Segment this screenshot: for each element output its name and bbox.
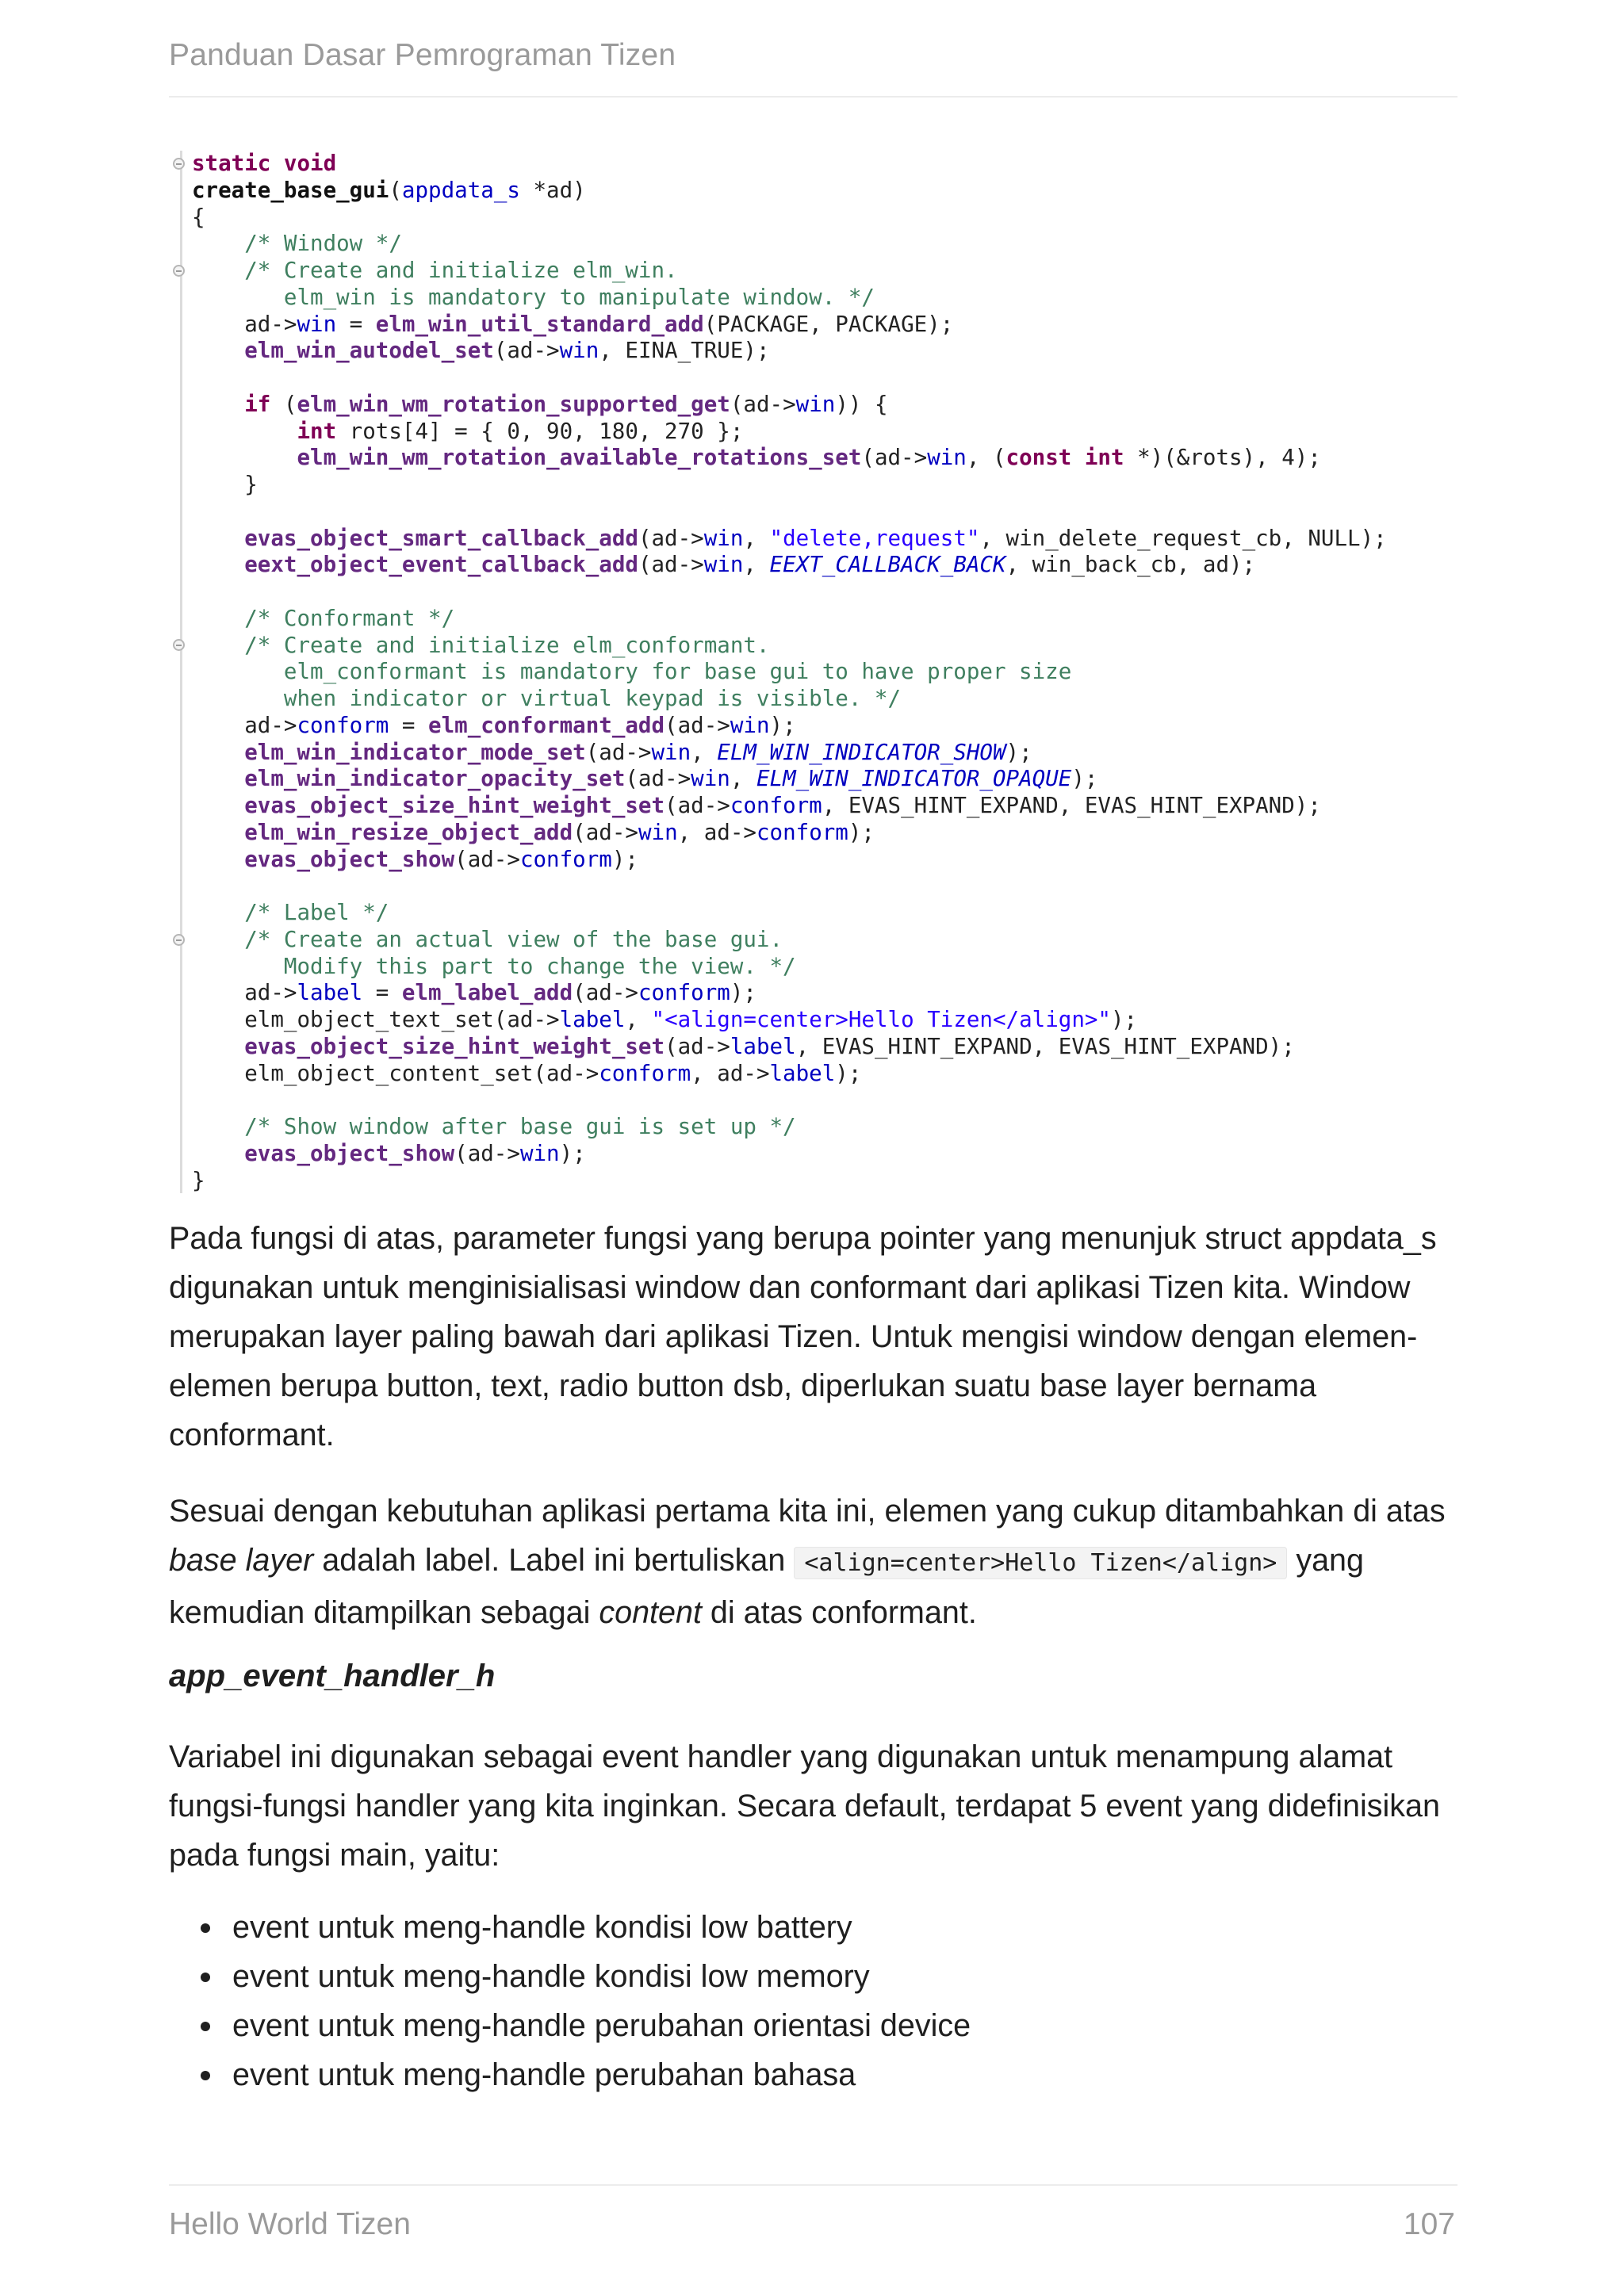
code-token: int: [297, 418, 337, 444]
code-line: [192, 820, 1387, 847]
code-line: [192, 151, 1387, 178]
code-token: conform: [730, 793, 822, 818]
code-token: rots[4] = { 0, 90, 180, 270 };: [336, 418, 744, 444]
code-line: [192, 552, 1387, 579]
code-token: [192, 847, 244, 872]
code-line: [192, 579, 1387, 606]
code-line: [192, 1114, 1387, 1141]
code-token: );: [559, 1140, 586, 1166]
code-token: label: [730, 1033, 796, 1059]
code-token: elm_conformant is mandatory for base gui to have proper size: [192, 659, 1072, 685]
code-token: );: [769, 712, 796, 738]
list-item: [169, 1952, 971, 2001]
code-token: (PACKAGE, PACKAGE);: [703, 311, 954, 337]
list-item-text: event untuk meng-handle perubahan bahasa: [232, 2057, 856, 2092]
code-line: [192, 258, 1387, 285]
code-token: if: [244, 391, 271, 417]
code-token: appdata_s: [401, 177, 520, 203]
code-token: create_base_gui: [192, 177, 389, 203]
paragraph-2-text: Sesuai dengan kebutuhan aplikasi pertama kita ini, elemen yang cukup ditambahkan di atas: [169, 1494, 1446, 1529]
code-token: ELM_WIN_INDICATOR_OPAQUE: [756, 766, 1072, 792]
code-token: /* Window */: [244, 231, 402, 257]
code-line: [192, 766, 1387, 793]
code-token: );: [835, 1060, 862, 1086]
paragraph-2-text: di atas conformant.: [701, 1595, 977, 1630]
code-token: );: [730, 980, 756, 1006]
code-token: /* Label */: [244, 900, 389, 925]
code-line: [192, 1061, 1387, 1088]
code-token: , (: [966, 445, 1006, 471]
code-line: [192, 713, 1387, 740]
code-token: conform: [519, 846, 612, 872]
code-token: =: [389, 712, 429, 738]
list-item-text: event untuk meng-handle perubahan orientasi device: [232, 2008, 971, 2043]
code-token: elm_win_wm_rotation_supported_get: [297, 391, 730, 417]
code-token: [192, 900, 244, 925]
paragraph-1: Pada fungsi di atas, parameter fungsi yang berupa pointer yang menunjuk struct appdata_s digunakan untuk menginisialisasi window dan conformant dari aplikasi Tizen kita. Window merupakan layer paling bawah dari aplikasi Tizen. Untuk mengisi window dengan elemen-elemen berupa button, text, radio button dsb, diperlukan suatu base layer bernama conformant.: [169, 1221, 1437, 1452]
list-item-text: event untuk meng-handle kondisi low battery: [232, 1910, 852, 1945]
code-token: [192, 766, 244, 791]
code-token: win: [703, 525, 744, 551]
code-token: , EVAS_HINT_EXPAND, EVAS_HINT_EXPAND);: [822, 793, 1321, 818]
code-line: [192, 980, 1387, 1007]
running-header: Panduan Dasar Pemrograman Tizen: [169, 38, 676, 72]
code-token: evas_object_size_hint_weight_set: [244, 1033, 665, 1059]
code-token: win: [730, 712, 770, 738]
code-token: (ad->: [665, 712, 730, 738]
code-token: ad->: [192, 712, 297, 738]
code-token: EEXT_CALLBACK_BACK: [769, 552, 1006, 578]
code-token: ad->: [192, 980, 297, 1006]
code-token: [192, 793, 244, 818]
code-token: (ad->: [665, 793, 730, 818]
fold-marker-icon: [173, 265, 185, 277]
code-token: , win_back_cb, ad);: [1005, 552, 1256, 578]
bullet-icon: [201, 1973, 210, 1982]
paragraph-2: [169, 1487, 1457, 1637]
bullet-icon: [201, 1923, 210, 1933]
code-token: [192, 338, 244, 363]
bullet-icon: [201, 2071, 210, 2080]
code-token: )) {: [835, 391, 888, 417]
code-line: [192, 392, 1387, 419]
code-line: [192, 1034, 1387, 1061]
code-token: evas_object_show: [244, 846, 455, 872]
code-token: elm_label_add: [401, 980, 573, 1006]
paragraph-2-text: yang kemudian ditampilkan sebagai: [169, 1543, 1364, 1630]
code-lines: [192, 151, 1387, 1194]
code-token: conform: [297, 712, 389, 738]
code-token: /* Create and initialize elm_conformant.: [244, 632, 770, 658]
code-line: [192, 1141, 1387, 1168]
code-token: *)(&rots), 4);: [1124, 445, 1321, 471]
code-token: {: [192, 204, 205, 230]
code-token: evas_object_size_hint_weight_set: [244, 793, 665, 818]
code-token: =: [336, 311, 376, 337]
code-line: [192, 927, 1387, 954]
code-token: }: [192, 1167, 205, 1193]
emphasis-content: content: [599, 1595, 702, 1630]
code-token: /* Show window after base gui is set up */: [244, 1114, 796, 1139]
code-token: (ad->: [638, 525, 704, 551]
code-token: "delete,request": [769, 525, 980, 551]
code-token: conform: [638, 980, 730, 1006]
section-subheading: app_event_handler_h: [169, 1659, 496, 1693]
code-token: when indicator or virtual keypad is visible. */: [192, 686, 902, 711]
code-token: (ad->: [585, 739, 652, 765]
code-line: [192, 338, 1387, 365]
code-token: ELM_WIN_INDICATOR_SHOW: [717, 739, 1006, 765]
code-token: conform: [756, 819, 848, 845]
code-token: , ad->: [677, 819, 756, 845]
fold-marker-icon: [173, 639, 185, 651]
code-token: (ad->: [730, 391, 796, 417]
code-token: ,: [691, 739, 718, 765]
code-token: (ad->: [493, 338, 560, 364]
code-token: conform: [599, 1060, 691, 1086]
code-token: evas_object_smart_callback_add: [244, 525, 638, 551]
code-line: [192, 740, 1387, 767]
code-token: [192, 1141, 244, 1166]
header-divider: [169, 96, 1457, 98]
code-line: [192, 526, 1387, 553]
code-token: [192, 633, 244, 658]
code-token: win: [559, 338, 599, 364]
code-token: elm_win_util_standard_add: [375, 311, 704, 337]
footer-title: Hello World Tizen: [169, 2207, 411, 2241]
code-token: );: [1071, 766, 1098, 792]
code-token: elm_win_autodel_set: [244, 338, 494, 364]
code-line: [192, 1007, 1387, 1034]
code-token: [192, 552, 244, 577]
code-token: const int: [1005, 445, 1124, 471]
code-token: (ad->: [638, 552, 704, 578]
code-token: [192, 606, 244, 631]
code-token: [192, 258, 244, 283]
code-token: win: [795, 391, 836, 417]
code-token: );: [1005, 739, 1032, 765]
code-token: win: [519, 1140, 560, 1166]
code-token: win: [638, 819, 678, 845]
code-gutter: [180, 151, 182, 1193]
list-item: [169, 2001, 971, 2050]
code-token: /* Create and initialize elm_win.: [244, 258, 678, 283]
code-token: elm_win_indicator_mode_set: [244, 739, 586, 765]
code-token: );: [848, 819, 875, 845]
emphasis-base-layer: base layer: [169, 1543, 314, 1578]
code-line: [192, 847, 1387, 874]
code-token: [192, 740, 244, 765]
code-token: [192, 231, 244, 256]
code-token: );: [1111, 1007, 1138, 1032]
code-token: }: [192, 472, 258, 497]
code-token: /* Conformant */: [244, 605, 455, 631]
code-line: [192, 178, 1387, 205]
code-line: [192, 312, 1387, 339]
code-token: (ad->: [861, 445, 928, 471]
fold-marker-icon: [173, 158, 185, 170]
code-token: elm_win_wm_rotation_available_rotations_set: [297, 445, 862, 471]
code-token: [192, 392, 244, 417]
code-token: eext_object_event_callback_add: [244, 552, 638, 578]
inline-code: <align=center>Hello Tizen</align>: [794, 1547, 1287, 1579]
code-token: ,: [730, 766, 756, 792]
code-token: elm_conformant_add: [428, 712, 665, 738]
code-token: elm_win_resize_object_add: [244, 819, 573, 845]
footer-divider: [169, 2184, 1457, 2186]
code-token: "<align=center>Hello Tizen</align>": [651, 1007, 1111, 1032]
code-line: [192, 285, 1387, 312]
code-token: [192, 1114, 244, 1139]
paragraph-2-text: adalah label. Label ini bertuliskan: [313, 1543, 795, 1578]
code-screenshot: [167, 151, 1467, 1205]
code-token: (ad->: [625, 766, 691, 792]
event-list: [169, 1903, 971, 2099]
code-token: ,: [743, 525, 770, 551]
code-line: [192, 1087, 1387, 1114]
paragraph-3: Variabel ini digunakan sebagai event handler yang digunakan untuk menampung alamat fungsi-fungsi handler yang kita inginkan. Secara default, terdapat 5 event yang didefinisikan pada fungsi main, yaitu:: [169, 1739, 1440, 1873]
code-token: (ad->: [454, 1140, 520, 1166]
code-token: (: [270, 391, 297, 417]
code-token: label: [559, 1007, 626, 1032]
code-line: [192, 231, 1387, 258]
code-token: [192, 820, 244, 845]
list-item-text: event untuk meng-handle kondisi low memory: [232, 1959, 870, 1994]
code-token: elm_win is mandatory to manipulate window. */: [192, 284, 875, 310]
code-token: win: [297, 311, 337, 337]
code-token: /* Create an actual view of the base gui.: [244, 926, 783, 952]
code-token: (: [389, 177, 402, 203]
code-line: [192, 659, 1387, 686]
code-line: [192, 419, 1387, 446]
code-line: [192, 499, 1387, 526]
code-token: evas_object_show: [244, 1140, 455, 1166]
code-line: [192, 633, 1387, 660]
code-token: (ad->: [665, 1033, 730, 1059]
code-line: [192, 954, 1387, 981]
bullet-icon: [201, 2022, 210, 2031]
code-token: elm_win_indicator_opacity_set: [244, 766, 626, 792]
code-token: elm_object_text_set(ad->: [192, 1007, 560, 1032]
list-item: [169, 1903, 971, 1952]
list-item: [169, 2050, 971, 2099]
code-token: , EINA_TRUE);: [599, 338, 770, 364]
code-token: win: [927, 445, 967, 471]
code-token: [192, 927, 244, 952]
page-number: 107: [1403, 2207, 1455, 2241]
code-line: [192, 793, 1387, 820]
code-token: win: [651, 739, 691, 765]
code-token: elm_object_content_set(ad->: [192, 1060, 599, 1086]
code-token: label: [297, 980, 363, 1006]
code-line: [192, 606, 1387, 633]
code-token: =: [362, 980, 402, 1006]
code-token: *ad): [519, 177, 586, 203]
code-token: [192, 419, 297, 444]
code-token: Modify this part to change the view. */: [192, 953, 796, 979]
code-line: [192, 1168, 1387, 1195]
code-token: , ad->: [691, 1060, 770, 1086]
code-token: , win_delete_request_cb, NULL);: [979, 525, 1387, 551]
code-token: static void: [192, 151, 337, 176]
code-token: , EVAS_HINT_EXPAND, EVAS_HINT_EXPAND);: [795, 1033, 1295, 1059]
code-line: [192, 686, 1387, 713]
code-token: [192, 1034, 244, 1059]
fold-marker-icon: [173, 934, 185, 946]
code-line: [192, 900, 1387, 927]
code-token: ,: [625, 1007, 652, 1032]
code-line: [192, 873, 1387, 900]
code-token: ,: [743, 552, 770, 578]
code-token: [192, 526, 244, 551]
code-token: ad->: [192, 311, 297, 337]
code-token: (ad->: [454, 846, 520, 872]
code-token: win: [691, 766, 730, 792]
code-token: [192, 445, 297, 470]
code-line: [192, 205, 1387, 232]
code-token: (ad->: [573, 819, 638, 845]
code-line: [192, 365, 1387, 392]
code-line: [192, 472, 1387, 499]
code-token: win: [703, 552, 744, 578]
code-token: label: [769, 1060, 836, 1086]
code-token: );: [611, 846, 638, 872]
code-line: [192, 445, 1387, 472]
code-token: (ad->: [573, 980, 638, 1006]
